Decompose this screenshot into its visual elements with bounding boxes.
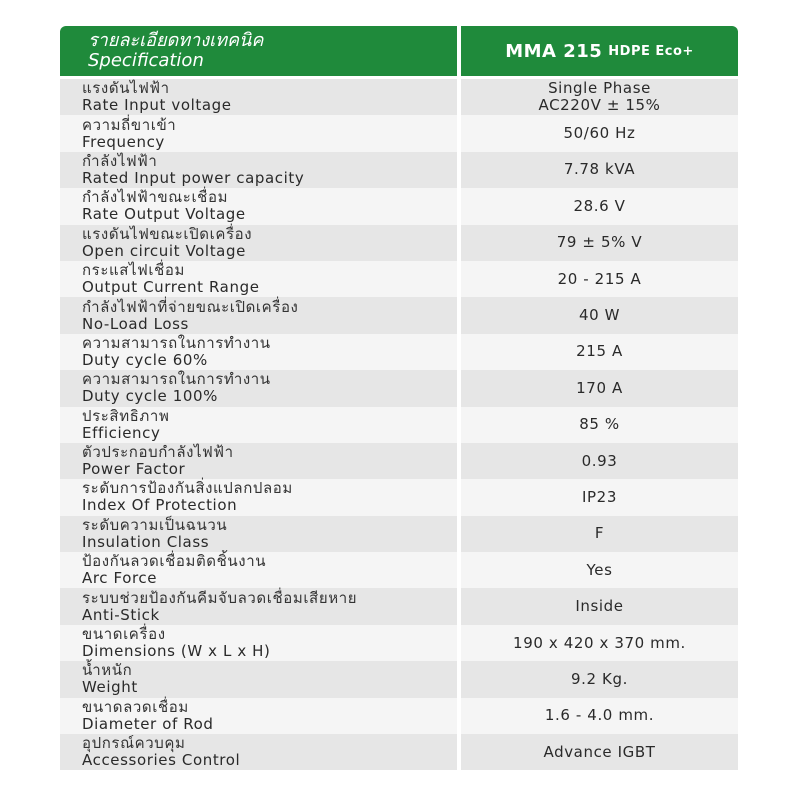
- spec-label-thai: ขนาดลวดเชื่อม: [82, 697, 189, 716]
- spec-label: [60, 479, 457, 515]
- spec-row: [60, 661, 738, 697]
- spec-row: [60, 443, 738, 479]
- spec-label-thai: แรงดันไฟขณะเปิดเครื่อง: [82, 224, 253, 243]
- spec-label-thai: ระบบช่วยป้องกันคีมจับลวดเชื่อมเสียหาย: [82, 588, 358, 607]
- spec-value: 9.2 Kg.: [571, 669, 628, 688]
- spec-label: [60, 334, 457, 370]
- spec-label-english: Frequency: [82, 132, 165, 151]
- spec-label-english: Dimensions (W x L x H): [82, 642, 271, 661]
- spec-label-thai: ประสิทธิภาพ: [82, 406, 170, 425]
- spec-title-thai: รายละเอียดทางเทคนิค: [88, 30, 264, 51]
- spec-label-thai: ระดับความเป็นฉนวน: [82, 515, 228, 534]
- spec-label: [60, 443, 457, 479]
- spec-row: [60, 625, 738, 661]
- spec-label: [60, 588, 457, 624]
- spec-label-thai: ความสามารถในการทำงาน: [82, 333, 271, 352]
- spec-row: [60, 734, 738, 770]
- spec-label-thai: กระแสไฟเชื่อม: [82, 261, 185, 280]
- spec-row: [60, 261, 738, 297]
- spec-value-cell: [461, 625, 738, 661]
- spec-value-cell: [461, 734, 738, 770]
- spec-value-cell: [461, 407, 738, 443]
- spec-label-thai: แรงดันไฟฟ้า: [82, 79, 170, 98]
- spec-value-cell: [461, 79, 738, 115]
- spec-row: [60, 407, 738, 443]
- spec-label-english: Power Factor: [82, 460, 186, 479]
- spec-row: [60, 152, 738, 188]
- spec-value-cell: [461, 370, 738, 406]
- spec-value-cell: [461, 516, 738, 552]
- spec-value: 85 %: [579, 415, 620, 434]
- spec-label: [60, 698, 457, 734]
- spec-label-english: Index Of Protection: [82, 496, 238, 515]
- spec-value-cell: [461, 225, 738, 261]
- spec-row: [60, 188, 738, 224]
- spec-label: [60, 552, 457, 588]
- spec-label-english: Efficiency: [82, 423, 161, 442]
- spec-row: [60, 79, 738, 115]
- spec-value: 79 ± 5% V: [556, 233, 643, 252]
- spec-label-thai: ตัวประกอบกำลังไฟฟ้า: [82, 443, 234, 462]
- spec-label-english: Output Current Range: [82, 278, 260, 297]
- spec-label: [60, 188, 457, 224]
- spec-label: [60, 516, 457, 552]
- spec-value-cell: [461, 479, 738, 515]
- spec-label-english: Arc Force: [82, 569, 158, 588]
- spec-row: [60, 370, 738, 406]
- spec-label-english: Duty cycle 60%: [82, 350, 208, 369]
- spec-label-english: Rated Input power capacity: [82, 168, 305, 187]
- spec-row: [60, 698, 738, 734]
- spec-label-thai: ความถี่ขาเข้า: [82, 115, 177, 134]
- spec-label-english: Anti-Stick: [82, 605, 160, 624]
- spec-label-english: Rate Input voltage: [82, 96, 232, 115]
- spec-value: 1.6 - 4.0 mm.: [544, 706, 655, 725]
- spec-value: 20 - 215 A: [557, 269, 642, 288]
- spec-label-english: Diameter of Rod: [82, 714, 214, 733]
- spec-table: [60, 26, 738, 770]
- spec-label: [60, 115, 457, 151]
- spec-rows: [60, 79, 738, 770]
- spec-value-cell: [461, 552, 738, 588]
- spec-value: Advance IGBT: [543, 742, 656, 761]
- spec-value-cell: [461, 261, 738, 297]
- spec-row: [60, 588, 738, 624]
- spec-label-english: Rate Output Voltage: [82, 205, 246, 224]
- spec-value: 190 x 420 x 370 mm.: [513, 633, 686, 652]
- spec-value: 215 A: [576, 342, 623, 361]
- spec-value: Yes: [586, 560, 613, 579]
- spec-value-cell: [461, 152, 738, 188]
- model-main: MMA 215: [505, 40, 603, 62]
- spec-label-thai: ระดับการป้องกันสิ่งแปลกปลอม: [82, 479, 293, 498]
- spec-label-thai: กำลังไฟฟ้าขณะเชื่อม: [82, 188, 229, 207]
- spec-value: 7.78 kVA: [563, 160, 636, 179]
- spec-value: 0.93: [581, 451, 618, 470]
- spec-value-cell: [461, 698, 738, 734]
- spec-value-cell: [461, 297, 738, 333]
- spec-label-thai: กำลังไฟฟ้าที่จ่ายขณะเปิดเครื่อง: [82, 297, 299, 316]
- spec-value: Inside: [575, 597, 624, 616]
- spec-label-english: Insulation Class: [82, 532, 210, 551]
- spec-row: [60, 479, 738, 515]
- spec-row: [60, 115, 738, 151]
- spec-label: [60, 407, 457, 443]
- spec-value: Single Phase: [548, 79, 651, 98]
- spec-value-cell: [461, 115, 738, 151]
- spec-label-english: Weight: [82, 678, 138, 697]
- spec-label: [60, 297, 457, 333]
- spec-value: IP23: [582, 487, 617, 506]
- spec-label: [60, 261, 457, 297]
- spec-label-english: Open circuit Voltage: [82, 241, 246, 260]
- spec-label: [60, 225, 457, 261]
- spec-row: [60, 516, 738, 552]
- spec-label-english: No-Load Loss: [82, 314, 189, 333]
- spec-value-cell: [461, 588, 738, 624]
- spec-value-cell: [461, 443, 738, 479]
- spec-value-cell: [461, 661, 738, 697]
- spec-value-cell: [461, 334, 738, 370]
- spec-row: [60, 334, 738, 370]
- spec-value-cell: [461, 188, 738, 224]
- spec-title-english: Specification: [88, 50, 204, 71]
- spec-label: [60, 370, 457, 406]
- spec-title: [60, 26, 457, 76]
- spec-label-thai: กำลังไฟฟ้า: [82, 151, 158, 170]
- spec-label: [60, 734, 457, 770]
- spec-label-thai: ป้องกันลวดเชื่อมติดชิ้นงาน: [82, 552, 267, 571]
- spec-label-thai: อุปกรณ์ควบคุม: [82, 734, 186, 753]
- spec-label-thai: ความสามารถในการทำงาน: [82, 370, 271, 389]
- model-suffix: HDPE Eco+: [608, 43, 694, 59]
- spec-label-english: Duty cycle 100%: [82, 387, 219, 406]
- spec-row: [60, 225, 738, 261]
- spec-value: F: [594, 524, 605, 543]
- spec-label: [60, 79, 457, 115]
- spec-value: 40 W: [578, 306, 621, 325]
- spec-row: [60, 552, 738, 588]
- spec-label-english: Accessories Control: [82, 751, 241, 770]
- spec-label-thai: น้ำหนัก: [82, 661, 133, 680]
- spec-row: [60, 297, 738, 333]
- spec-label: [60, 152, 457, 188]
- spec-label: [60, 661, 457, 697]
- spec-value-secondary: AC220V ± 15%: [538, 96, 661, 115]
- spec-label-thai: ขนาดเครื่อง: [82, 625, 166, 644]
- spec-value: 170 A: [576, 378, 623, 397]
- spec-header: [60, 26, 738, 76]
- model-name: [461, 26, 738, 76]
- spec-label: [60, 625, 457, 661]
- spec-value: 28.6 V: [573, 196, 626, 215]
- spec-value: 50/60 Hz: [563, 124, 636, 143]
